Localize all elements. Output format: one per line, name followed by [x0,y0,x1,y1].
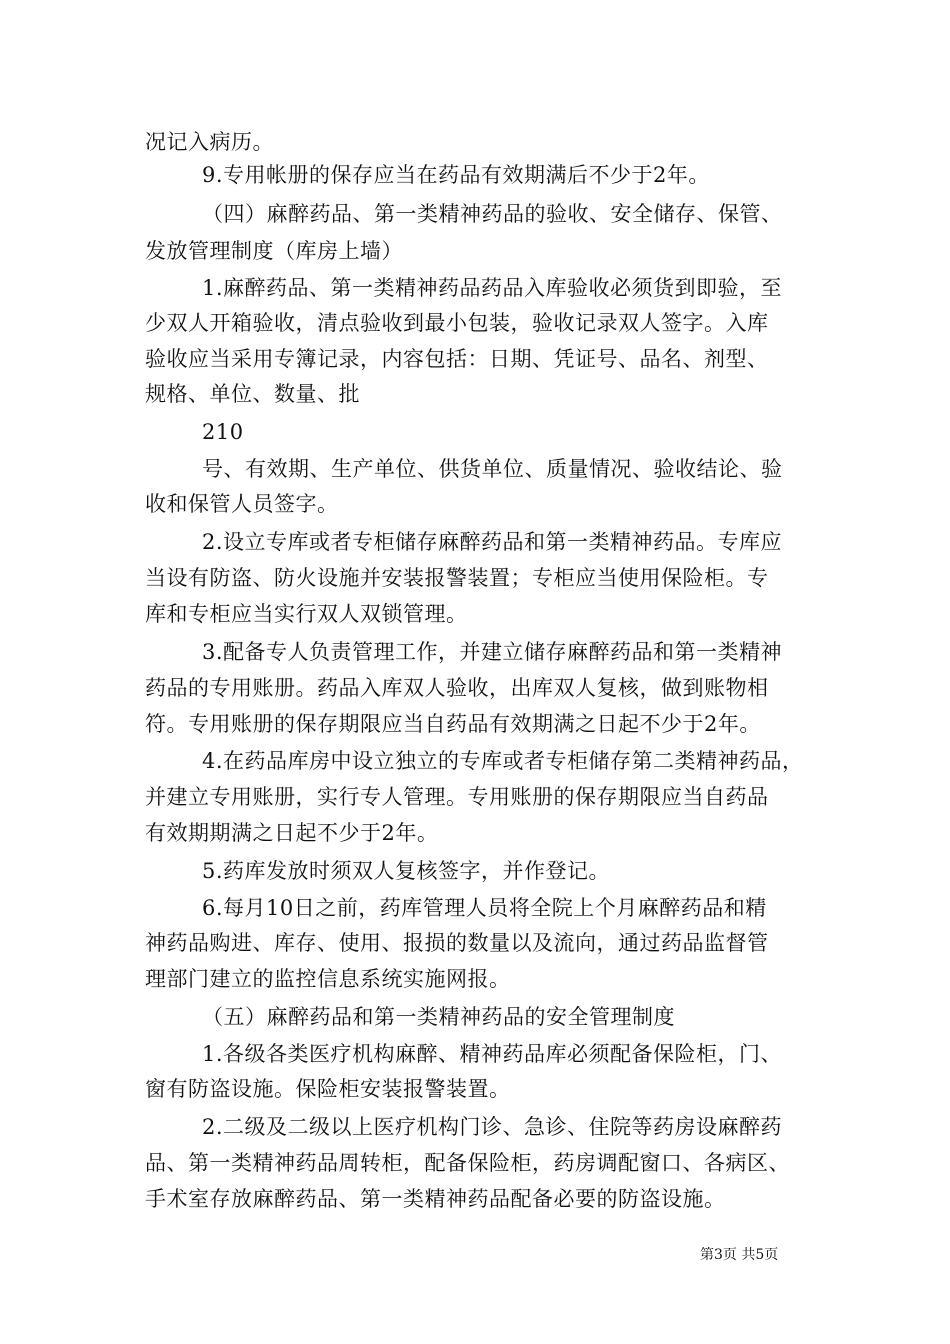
page-number: 第3页 共5页 [700,1247,779,1263]
text-line: 有效期期满之日起不少于2年。 [145,821,439,845]
text-line: 5.药库发放时须双人复核签字，并作登记。 [202,859,611,883]
text-line: 况记入病历。 [145,130,274,154]
text-line: 4.在药品库房中设立独立的专库或者专柜储存第二类精神药品， [202,749,804,773]
text-line: 收和保管人员签字。 [145,492,339,516]
text-line: 符。专用账册的保存期限应当自药品有效期满之日起不少于2年。 [145,712,761,736]
text-line: 并建立专用账册，实行专人管理。专用账册的保存期限应当自药品 [145,785,769,809]
text-line: 6.每月10日之前，药库管理人员将全院上个月麻醉药品和精 [202,896,767,920]
section-heading: 发放管理制度（库房上墙） [145,239,403,263]
text-line: 2.设立专库或者专柜储存麻醉药品和第一类精神药品。专库应 [202,530,783,554]
text-line: 号、有效期、生产单位、供货单位、质量情况、验收结论、验 [202,457,783,481]
text-line: 当设有防盗、防火设施并安装报警装置；专柜应当使用保险柜。专 [145,566,769,590]
text-line: 验收应当采用专簿记录，内容包括：日期、凭证号、品名、剂型、 [145,347,769,371]
text-line: 2.二级及二级以上医疗机构门诊、急诊、住院等药房设麻醉药 [202,1115,783,1139]
text-line: 理部门建立的监控信息系统实施网报。 [145,967,511,991]
section-heading: （四）麻醉药品、第一类精神药品的验收、安全储存、保管、 [202,202,783,226]
text-line: 9.专用帐册的保存应当在药品有效期满后不少于2年。 [202,163,710,187]
text-line: 手术室存放麻醉药品、第一类精神药品配备必要的防盗设施。 [145,1187,726,1211]
text-line: 窗有防盗设施。保险柜安装报警装置。 [145,1077,511,1101]
text-line: 1.麻醉药品、第一类精神药品药品入库验收必须货到即验，至 [202,276,783,300]
text-line: 库和专柜应当实行双人双锁管理。 [145,602,468,626]
text-line: 药品的专用账册。药品入库双人验收，出库双人复核，做到账物相 [145,676,769,700]
text-line: 210 [202,420,244,444]
text-line: 规格、单位、数量、批 [145,382,360,406]
section-heading: （五）麻醉药品和第一类精神药品的安全管理制度 [202,1005,675,1029]
text-line: 少双人开箱验收，清点验收到最小包装，验收记录双人签字。入库 [145,311,769,335]
text-line: 品、第一类精神药品周转柜，配备保险柜，药房调配窗口、各病区、 [145,1151,790,1175]
text-line: 神药品购进、库存、使用、报损的数量以及流向，通过药品监督管 [145,931,769,955]
text-line: 3.配备专人负责管理工作，并建立储存麻醉药品和第一类精神 [202,640,783,664]
text-line: 1.各级各类医疗机构麻醉、精神药品库必须配备保险柜，门、 [202,1042,783,1066]
